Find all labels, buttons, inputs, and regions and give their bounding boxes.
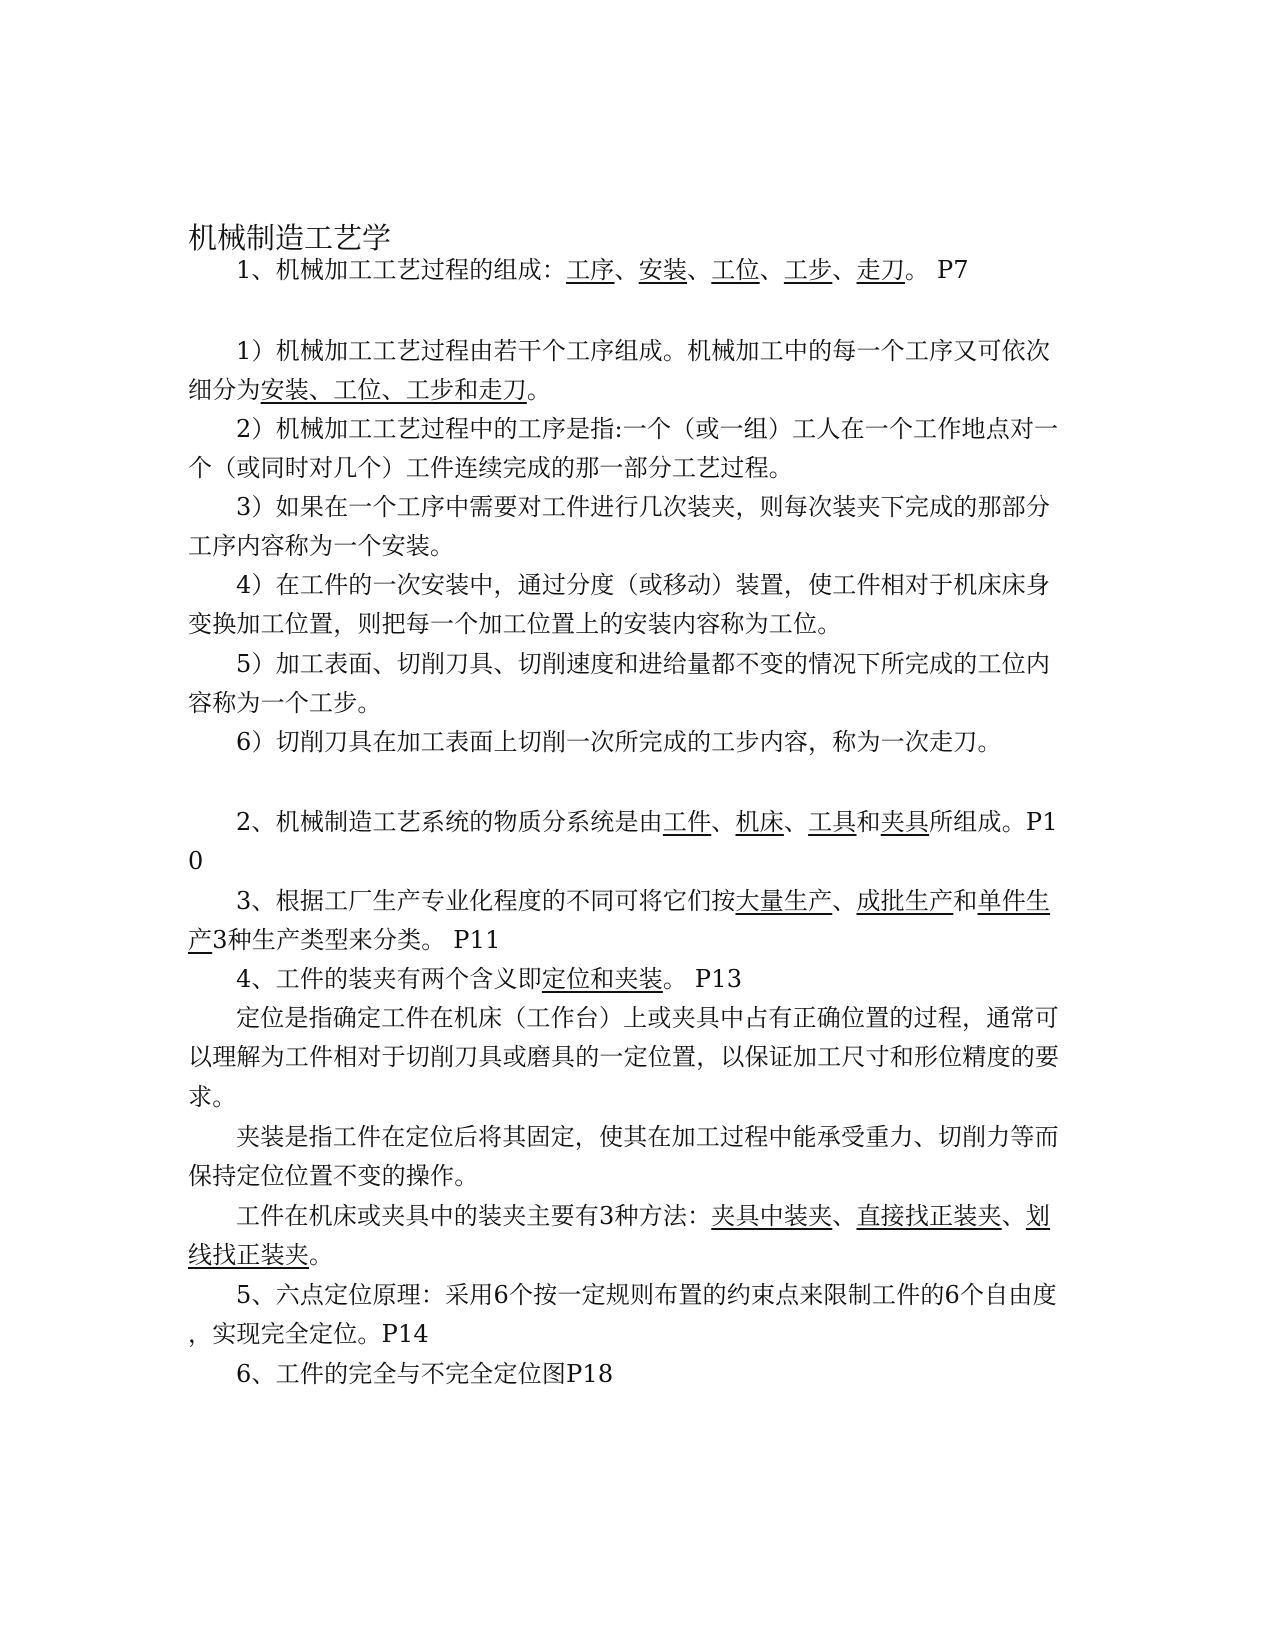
text-segment: 。 P13 <box>662 965 743 993</box>
underlined-term: 机床 <box>735 808 784 836</box>
underlined-term: 定位和夹装 <box>541 965 663 993</box>
underlined-term: 工步 <box>783 256 833 284</box>
underlined-term: 夹具中装夹 <box>711 1202 833 1230</box>
underlined-term: 工序 <box>566 256 615 284</box>
paragraph-line: 变换加工位置，则把每一个加工位置上的安装内容称为工位。 <box>188 610 842 638</box>
text-segment: 。 <box>526 376 552 404</box>
text-segment: 、 <box>687 256 712 284</box>
underlined-term: 走刀 <box>856 256 905 284</box>
paragraph-line: 0 <box>188 847 204 875</box>
paragraph-line: 个（或同时对几个）工件连续完成的那一部分工艺过程。 <box>188 454 793 482</box>
item-4-clamping-meaning <box>236 962 742 996</box>
paragraph-line: 6）切削刀具在加工表面上切削一次所完成的工步内容，称为一次走刀。 <box>236 728 1002 756</box>
text-segment: 。 P7 <box>904 256 969 284</box>
text-segment: 、 <box>832 1202 857 1230</box>
underlined-term: 大量生产 <box>735 887 833 915</box>
text-segment: 和 <box>856 808 881 836</box>
text-segment: 、 <box>832 256 857 284</box>
text-segment: 、 <box>783 808 809 836</box>
paragraph-line: 定位是指确定工件在机床（工作台）上或夹具中占有正确位置的过程，通常可 <box>236 1004 1059 1032</box>
underlined-term: 工位 <box>711 256 760 284</box>
paragraph-line <box>188 1238 333 1272</box>
underlined-term: 单件生 <box>977 887 1051 915</box>
underlined-term: 工具 <box>808 808 857 836</box>
underlined-term: 安装 <box>638 256 688 284</box>
underlined-term: 线找正装夹 <box>188 1241 309 1269</box>
document-title: 机械制造工艺学 <box>188 221 392 255</box>
text-segment: 2、机械制造工艺系统的物质分系统是由 <box>236 808 663 836</box>
paragraph-line: 5）加工表面、切削刀具、切削速度和进给量都不变的情况下所完成的工位内 <box>236 650 1051 678</box>
item-1-process-composition <box>236 253 969 287</box>
text-segment: 、 <box>1001 1202 1026 1230</box>
paragraph-line: 以理解为工件相对于切削刀具或磨具的一定位置，以保证加工尺寸和形位精度的要 <box>188 1043 1060 1071</box>
item-2-material-subsystem <box>236 805 1058 839</box>
item-3-production-types <box>236 884 1050 918</box>
underlined-term: 产 <box>188 926 213 954</box>
paragraph-line: 工序内容称为一个安装。 <box>188 532 455 560</box>
underlined-term: 成批生产 <box>856 887 954 915</box>
text-segment: 细分为 <box>188 376 261 404</box>
text-segment: 、 <box>614 256 639 284</box>
paragraph-line <box>188 923 501 957</box>
paragraph-line: 2）机械加工工艺过程中的工序是指:一个（或一组）工人在一个工作地点对一 <box>236 415 1059 443</box>
underlined-term: 工件 <box>662 808 712 836</box>
text-segment: 和 <box>953 887 978 915</box>
underlined-term: 安装、工位、工步和走刀 <box>260 376 527 404</box>
paragraph-line: ，实现完全定位。P14 <box>188 1320 429 1348</box>
paragraph-line: 求。 <box>188 1083 237 1111</box>
text-segment: 、 <box>832 887 857 915</box>
text-segment: 3、根据工厂生产专业化程度的不同可将它们按 <box>236 887 736 915</box>
underlined-term: 划 <box>1025 1202 1051 1230</box>
underlined-term: 夹具 <box>880 808 930 836</box>
text-segment: 1、机械加工工艺过程的组成： <box>236 256 567 284</box>
paragraph-line: 1）机械加工工艺过程由若干个工序组成。机械加工中的每一个工序又可依次 <box>236 337 1051 365</box>
paragraph-line: 夹装是指工件在定位后将其固定，使其在加工过程中能承受重力、切削力等而 <box>236 1123 1059 1151</box>
text-segment: 、 <box>759 256 784 284</box>
item-5-six-point-locating: 5、六点定位原理：采用6个按一定规则布置的约束点来限制工件的6个自由度 <box>236 1281 1057 1309</box>
text-segment: 所组成。P1 <box>929 808 1058 836</box>
text-segment: 3种生产类型来分类。 P11 <box>212 926 501 954</box>
paragraph-line: 保持定位位置不变的操作。 <box>188 1162 479 1190</box>
text-segment: 4、工件的装夹有两个含义即 <box>236 965 542 993</box>
paragraph-line <box>236 1199 1050 1233</box>
text-segment: 。 <box>309 1241 334 1269</box>
paragraph-line: 3）如果在一个工序中需要对工件进行几次装夹，则每次装夹下完成的那部分 <box>236 493 1051 521</box>
text-segment: 、 <box>711 808 736 836</box>
text-segment: 工件在机床或夹具中的装夹主要有3种方法： <box>236 1202 712 1230</box>
item-6-locating-figure: 6、工件的完全与不完全定位图P18 <box>236 1360 614 1388</box>
paragraph-line: 容称为一个工步。 <box>188 689 382 717</box>
paragraph-line <box>188 373 551 407</box>
underlined-term: 直接找正装夹 <box>856 1202 1002 1230</box>
paragraph-line: 4）在工件的一次安装中，通过分度（或移动）装置，使工件相对于机床床身 <box>236 571 1051 599</box>
